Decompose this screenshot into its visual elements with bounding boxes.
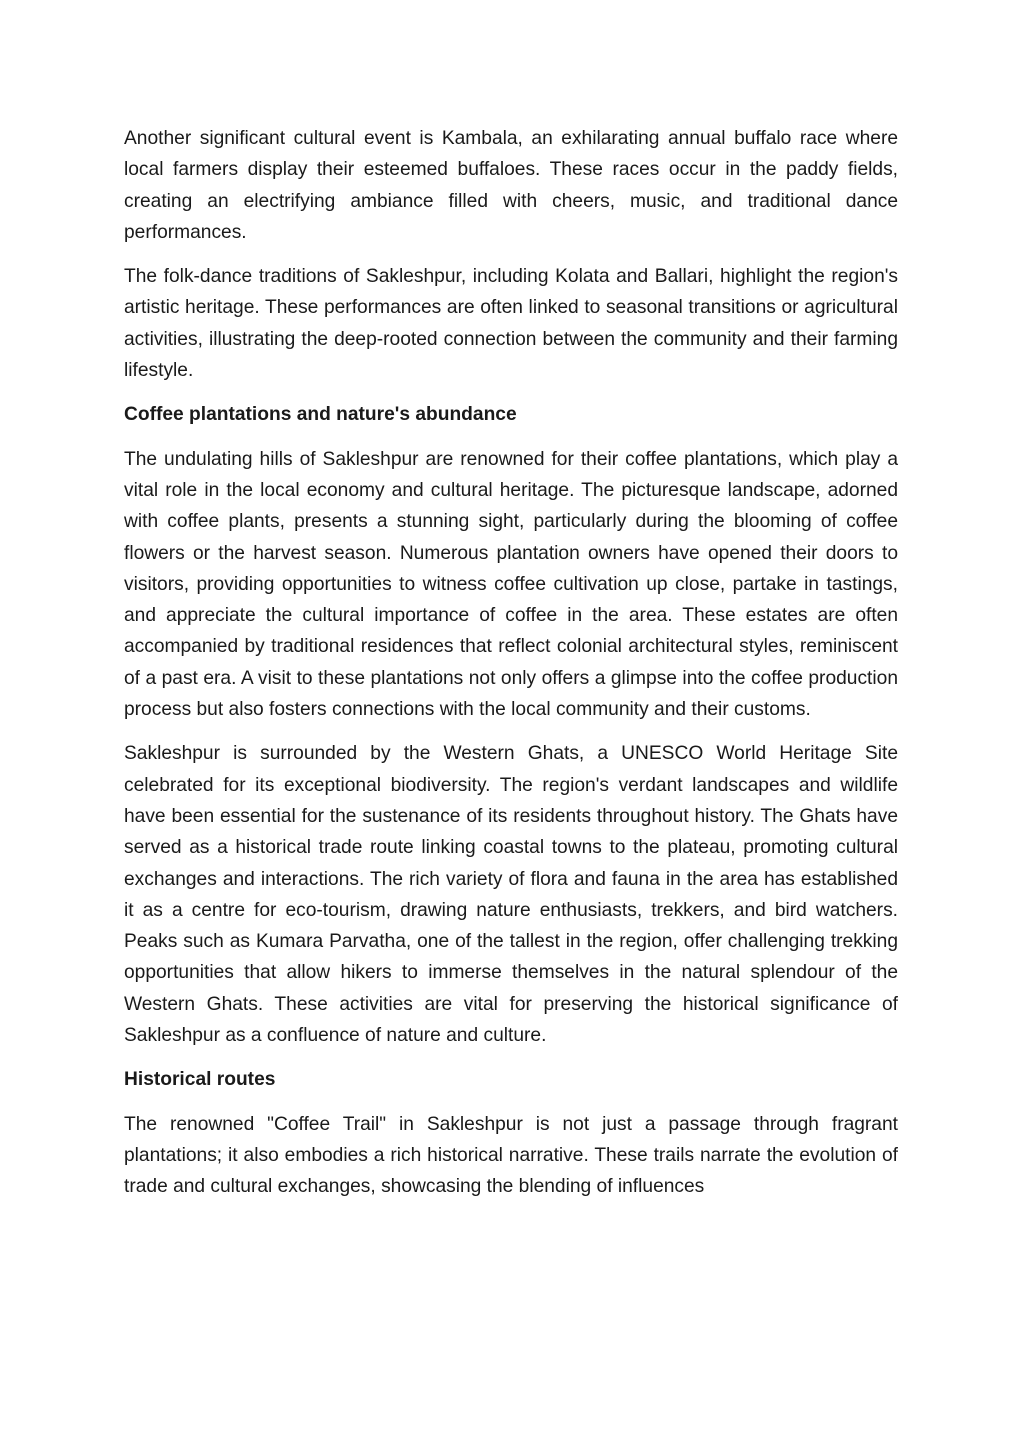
paragraph-coffee-trail: The renowned "Coffee Trail" in Sakleshpur is not just a passage through fragrant plantations; it also embodies a rich historical narrative. These trails narrate the evolution of trade and cultural exchanges, showcasing the blending of influences <box>124 1113 898 1198</box>
paragraph-western-ghats: Sakleshpur is surrounded by the Western Ghats, a UNESCO World Heritage Site celebrated for its exceptional biodiversity. The region's verdant landscapes and wildlife have been essential for the sustenance of its residents throughout history. The Ghats have served as a historical trade route linking coastal towns to the plateau, promoting cultural exchanges and interactions. The rich variety of flora and fauna in the area has established it as a centre for eco-tourism, drawing nature enthusiasts, trekkers, and bird watchers. Peaks such as Kumara Parvatha, one of the tallest in the region, offer challenging trekking opportunities that allow hikers to immerse themselves in the natural splendour of the Western Ghats. These activities are vital for preserving the historical significance of Sakleshpur as a confluence of nature and culture. <box>124 743 898 1047</box>
section-heading-historical-routes: Historical routes <box>124 1069 276 1091</box>
paragraph-folk-dance: The folk-dance traditions of Sakleshpur, including Kolata and Ballari, highlight the region's artistic heritage. These performances are often linked to seasonal transitions or agricultural activities, illustrating the deep-rooted connection between the community and their farming lifestyle. <box>124 266 898 382</box>
section-heading-coffee-plantations: Coffee plantations and nature's abundance <box>124 404 517 426</box>
document-page <box>124 123 898 1203</box>
paragraph-kambala: Another significant cultural event is Kambala, an exhilarating annual buffalo race where local farmers display their esteemed buffaloes. These races occur in the paddy fields, creating an electrifying ambiance filled with cheers, music, and traditional dance performances. <box>124 128 898 243</box>
paragraph-coffee-plantations: The undulating hills of Sakleshpur are renowned for their coffee plantations, which play a vital role in the local economy and cultural heritage. The picturesque landscape, adorned with coffee plants, presents a stunning sight, particularly during the blooming of coffee flowers or the harvest season. Numerous plantation owners have opened their doors to visitors, providing opportunities to witness coffee cultivation up close, partake in tastings, and appreciate the cultural importance of coffee in the area. These estates are often accompanied by traditional residences that reflect colonial architectural styles, reminiscent of a past era. A visit to these plantations not only offers a glimpse into the coffee production process but also fosters connections with the local community and their customs. <box>124 448 898 721</box>
